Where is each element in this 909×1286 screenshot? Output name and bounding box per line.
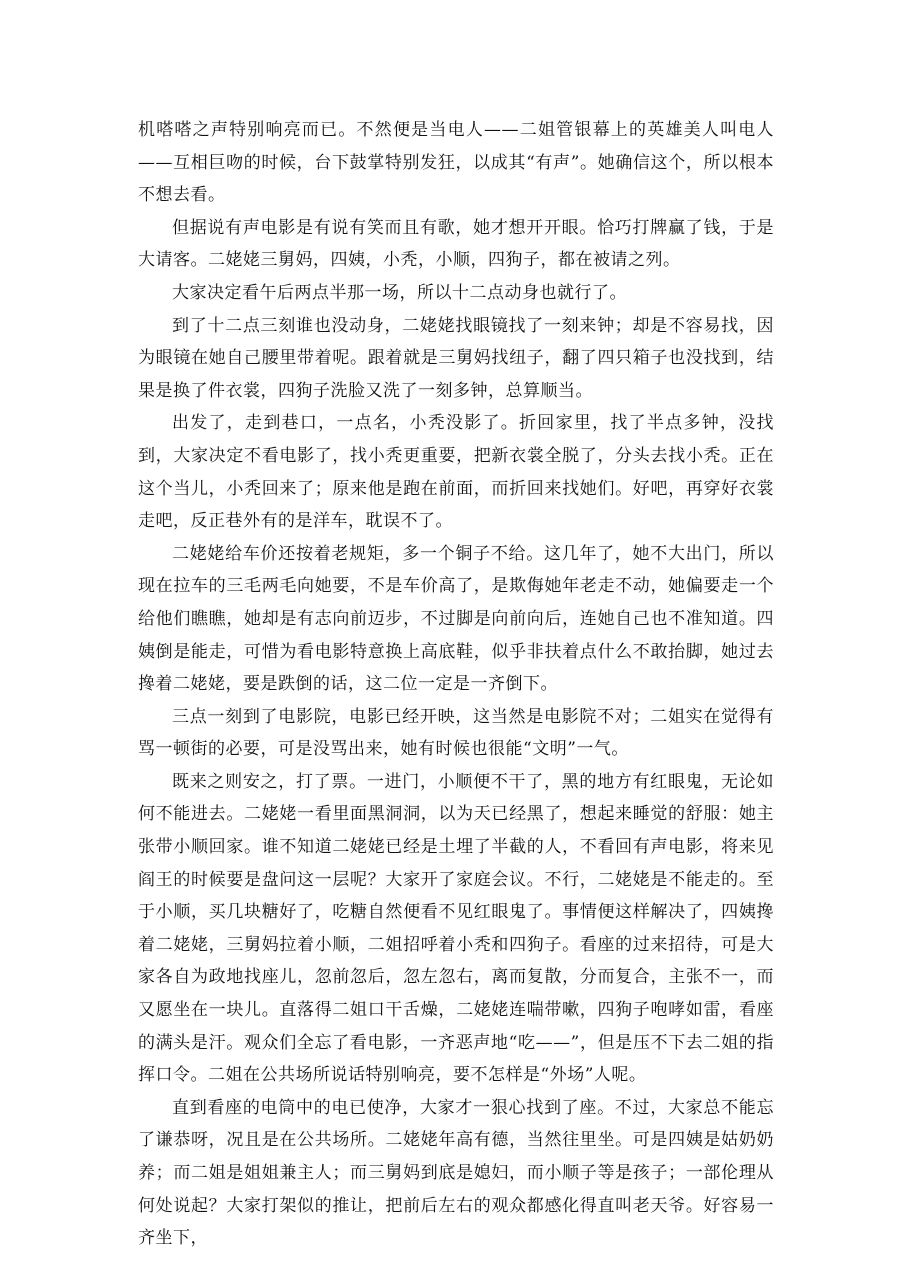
paragraph-2: 但据说有声电影是有说有笑而且有歌，她才想开开眼。恰巧打牌赢了钱，于是大请客。二姥姥三舅妈，四姨，小秃，小顺，四狗子，都在被请之列。 <box>138 217 774 271</box>
paragraph-8: 既来之则安之，打了票。一进门，小顺便不干了，黑的地方有红眼鬼，无论如何不能进去。二姥姥一看里面黑洞洞，以为天已经黑了，想起来睡觉的舒服：她主张带小顺回家。谁不知道二姥姥已经是土埋了半截的人，不看回有声电影，将来见阎王的时候要是盘问这一层呢？大家开了家庭会议。不行，二姥姥是不能走的。至于小顺，买几块糖好了，吃糖自然便看不见红眼鬼了。事情便这样解决了，四姨搀着二姥姥，三舅妈拉着小顺，二姐招呼着小秃和四狗子。看座的过来招待，可是大家各自为政地找座儿，忽前忽后，忽左忽右，离而复散，分而复合，主张不一，而又愿坐在一块儿。直落得二姐口干舌燥，二姥姥连喘带嗽，四狗子咆哮如雷，看座的满头是汗。观众们全忘了看电影，一齐恶声地“吃——”，但是压不下去二姐的指挥口令。二姐在公共场所说话特别响亮，要不怎样是“外场”人呢。 <box>138 771 774 1086</box>
paragraph-3: 大家决定看午后两点半那一场，所以十二点动身也就行了。 <box>172 282 627 303</box>
paragraph-6: 二姥姥给车价还按着老规矩，多一个铜子不给。这几年了，她不大出门，所以现在拉车的三毛两毛向她要，不是车价高了，是欺侮她年老走不动，她偏要走一个给他们瞧瞧，她却是有志向前迈步，不过脚是向前向后，连她自己也不准知道。四姨倒是能走，可惜为看电影特意换上高底鞋，似乎非扶着点什么不敢抬脚，她过去搀着二姥姥，要是跌倒的话，这二位一定是一齐倒下。 <box>138 543 774 695</box>
document-body <box>138 114 774 1255</box>
paragraph-9: 直到看座的电筒中的电已使净，大家才一狠心找到了座。不过，大家总不能忘了谦恭呀，况且是在公共场所。二姥姥年高有德，当然往里坐。可是四姨是姑奶奶养；而二姐是姐姐兼主人；而三舅妈到底是媳妇，而小顺子等是孩子；一部伦理从何处说起？大家打架似的推让，把前后左右的观众都感化得直叫老天爷。好容易一齐坐下， <box>138 1097 774 1249</box>
paragraph-7: 三点一刻到了电影院，电影已经开映，这当然是电影院不对；二姐实在觉得有骂一顿街的必要，可是没骂出来，她有时候也很能“文明”一气。 <box>138 706 774 760</box>
paragraph-1: 机嗒嗒之声特别响亮而已。不然便是当电人——二姐管银幕上的英雄美人叫电人——互相巨吻的时候，台下鼓掌特别发狂，以成其“有声”。她确信这个，所以根本不想去看。 <box>138 120 774 206</box>
paragraph-5: 出发了，走到巷口，一点名，小秃没影了。折回家里，找了半点多钟，没找到，大家决定不看电影了，找小秃更重要，把新衣裳全脱了，分头去找小秃。正在这个当儿，小秃回来了；原来他是跑在前面，而折回来找她们。好吧，再穿好衣裳走吧，反正巷外有的是洋车，耽误不了。 <box>138 413 774 532</box>
paragraph-4: 到了十二点三刻谁也没动身，二姥姥找眼镜找了一刻来钟；却是不容易找，因为眼镜在她自己腰里带着呢。跟着就是三舅妈找纽子，翻了四只箱子也没找到，结果是换了件衣裳，四狗子洗脸又洗了一刻多钟，总算顺当。 <box>138 315 774 401</box>
